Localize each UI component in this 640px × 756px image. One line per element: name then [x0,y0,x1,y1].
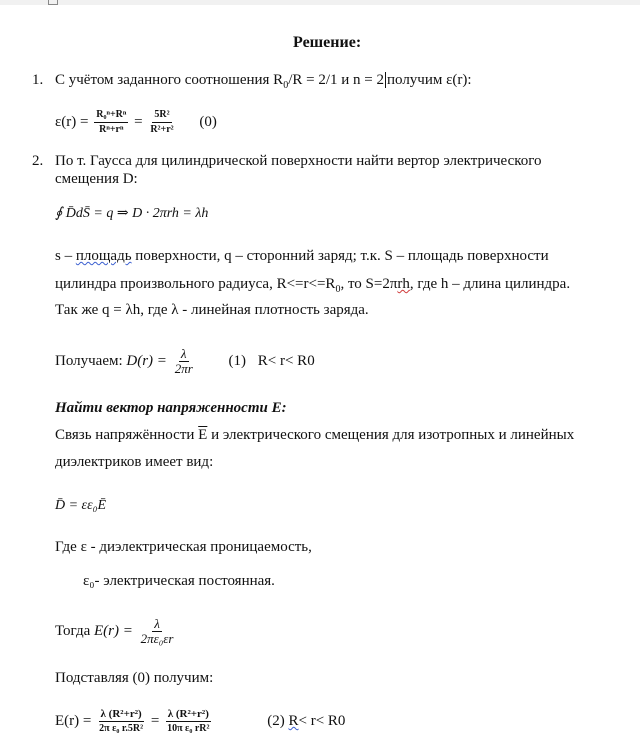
result1-equation [55,344,315,378]
label: Получаем: [55,353,123,369]
where-epsilon0: ε₀- электрическая постоянная. [83,573,275,589]
text-cursor [385,72,386,88]
text: получим ε(r): [386,72,472,88]
frac-top: λ [154,616,160,632]
text: , где h – длина цилиндра. [409,276,571,292]
para1-line2 [55,275,570,299]
where-epsilon: Где ε - диэлектрическая проницаемость, [55,539,312,555]
gauss-equation: ∮ D̄dS̄ = q ⇒ D · 2πrh = λh [55,206,209,221]
range: R< r< R0 [257,353,315,369]
section-title: Найти вектор напряженности E: [55,400,287,416]
substitution-text: Подставляя (0) получим: [55,670,214,686]
eq-sign: = [150,713,160,729]
frac-bottom: 2πε₀εr [140,631,174,647]
frac-top: λ (R²+r²) [100,708,142,721]
frac-bottom: 2π ε₀ r.5R² [99,723,144,735]
spellcheck-word: R [288,713,299,729]
text: и электрического смещения для изотропных и линейных [207,427,575,443]
text: С учётом заданного соотношения R [55,72,284,88]
frac-bottom: 2πr [174,361,193,377]
epsilon-equation [55,108,217,137]
frac-top: 5R² [152,108,171,123]
frac-top: λ [180,346,187,362]
item2-line2: смещения D: [55,171,138,187]
frac-top: R₀ⁿ+Rⁿ [94,108,128,123]
vector-E: $\overline{E}$ [198,427,208,443]
spellcheck-word: площадь [75,248,132,264]
text: цилиндра произвольного радиуса, R<=r<=R [55,276,336,292]
text: s – [55,248,76,264]
eq-label: (1) [228,353,247,369]
eq-lhs: ε(r) = [55,114,89,130]
item1-number: 1. [32,72,44,88]
eq-sign: = [134,114,143,130]
spellcheck-word: rh [397,276,410,292]
para1-line3: Так же q = λh, где λ - линейная плотность заряда. [55,302,369,318]
text: Связь напряжённости [55,427,199,443]
frac-top: λ (R²+r²) [167,708,209,721]
d-equation: D̄ = εε₀Ē [55,498,107,513]
then-equation [55,612,177,650]
frac-bottom: 10π ε₀ rR² [167,723,210,735]
para1-line1 [55,247,549,265]
section-line1 [55,426,574,444]
eq-lhs: E(r) = [93,623,133,639]
text: поверхности, q – сторонний заряд; т.к. S – площадь поверхности [131,248,549,264]
page-corner-marker [48,0,58,5]
item2-line1: По т. Гаусса для цилиндрической поверхности найти вертор электрического [55,153,542,169]
subscript: 0 [335,284,341,295]
section-line2: диэлектриков имеет вид: [55,454,214,470]
text: /R = 2/1 и n = 2 [288,72,384,88]
top-ruler-bar [0,0,640,5]
eq-lhs: D(r) = [126,353,167,369]
frac-bottom: R²+r² [150,124,174,136]
heading: Решение: [293,34,362,51]
item2-number: 2. [32,153,44,169]
label: Тогда [55,623,91,639]
range: < r< R0 [298,713,346,729]
text: , то S=2π [340,276,398,292]
eq-lhs: E(r) = [55,713,92,729]
frac-bottom: Rⁿ+rⁿ [99,124,124,136]
subscript: 0 [283,80,289,91]
item1-text [55,71,472,95]
final-equation [55,702,345,740]
eq-label: (2) [267,713,285,729]
eq-label: (0) [199,114,217,130]
